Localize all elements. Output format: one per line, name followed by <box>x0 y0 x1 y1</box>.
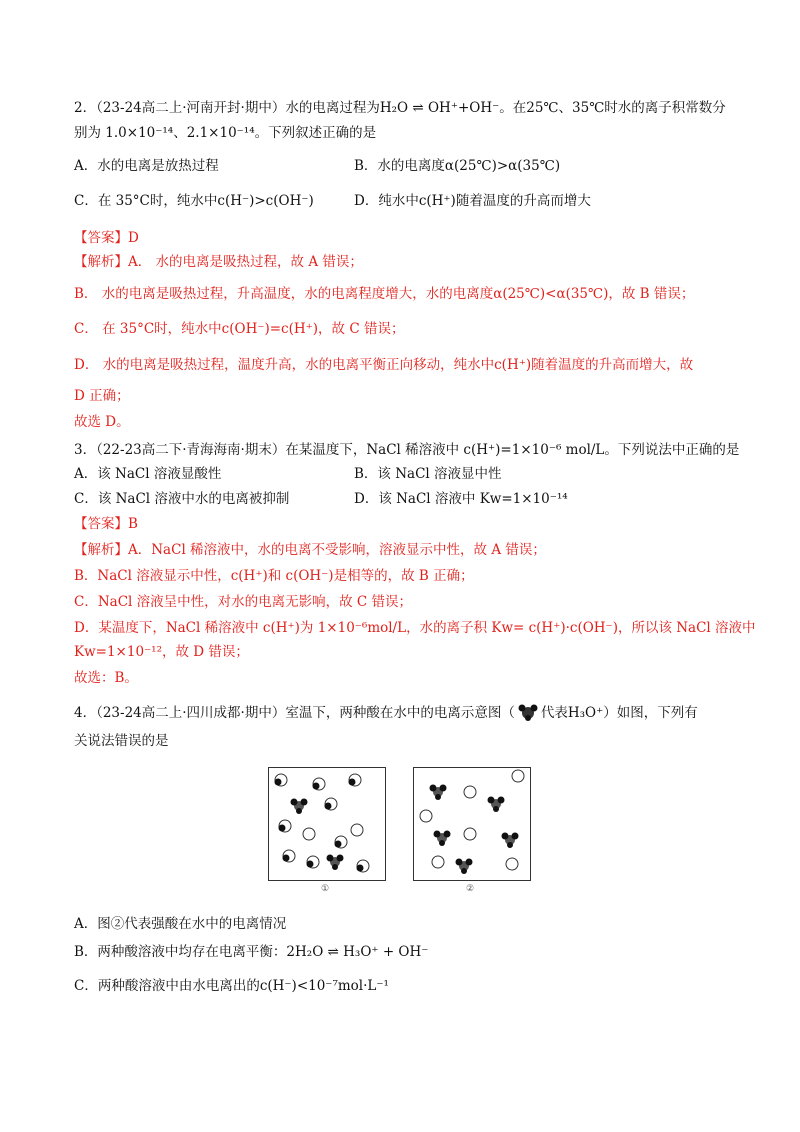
anion-icon <box>303 828 315 840</box>
figure-2-drawing <box>414 768 530 880</box>
q4-stem-line2: 关说法错误的是 <box>74 733 169 749</box>
q3-option-a: A．该 NaCl 溶液显酸性 <box>74 466 222 482</box>
acid-molecule-icon <box>349 774 362 786</box>
q2-answer: 【答案】D <box>74 230 139 246</box>
acid-molecule-icon <box>279 820 292 832</box>
figure-1-box <box>268 767 386 881</box>
q3-conclusion: 故选：B。 <box>74 670 138 686</box>
q2-stem-line1: 2．（23-24高二上·河南开封·期中）水的电离过程为H₂O ⇌ OH⁺+OH⁻。在25℃、35℃时水的离子积常数分 <box>74 100 726 116</box>
q4-option-a: A．图②代表强酸在水中的电离情况 <box>74 916 287 932</box>
hydronium-ion-icon <box>488 797 505 813</box>
hydronium-ion-icon <box>434 831 451 847</box>
q3-answer: 【答案】B <box>74 516 138 532</box>
q2-explanation-d-cont: D 正确； <box>74 388 130 404</box>
hydronium-ion-icon <box>291 799 308 815</box>
q2-option-c: C．在 35°C时，纯水中c(H⁻)>c(OH⁻) <box>74 193 314 209</box>
q4-option-c: C．两种酸溶液中由水电离出的c(H⁻)<10⁻⁷mol·L⁻¹ <box>74 978 389 994</box>
q3-stem: 3．（22-23高二下·青海海南·期末）在某温度下，NaCl 稀溶液中 c(H⁺)=1×10⁻⁶ mol/L。下列说法中正确的是 <box>74 442 740 458</box>
q2-explanation-b: B． 水的电离是吸热过程，升高温度，水的电离程度增大，水的电离度α(25℃)<α(35℃)，故 B 错误； <box>74 286 695 302</box>
figure-2-box <box>413 767 531 881</box>
q2-option-b: B．水的电离度α(25℃)>α(35℃) <box>354 158 561 174</box>
anion-icon <box>420 810 432 822</box>
figure-2-label: ② <box>466 884 475 894</box>
hydronium-ion-icon <box>456 859 473 875</box>
q4-stem-line1 <box>74 703 698 723</box>
q3-explanation-c: C．NaCl 溶液呈中性，对水的电离无影响，故 C 错误； <box>74 594 413 610</box>
q2-explanation-c: C． 在 35°C时，纯水中c(OH⁻)=c(H⁺)，故 C 错误； <box>74 321 405 337</box>
q2-explanation-a: 【解析】A． 水的电离是吸热过程，故 A 错误； <box>74 254 363 270</box>
acid-molecule-icon <box>313 778 326 790</box>
q3-explanation-b: B．NaCl 溶液显示中性，c(H⁺)和 c(OH⁻)是相等的，故 B 正确； <box>74 568 474 584</box>
anion-icon <box>506 858 518 870</box>
q4-option-b: B．两种酸溶液中均存在电离平衡：2H₂O ⇌ H₃O⁺ + OH⁻ <box>74 944 429 960</box>
q2-option-d: D．纯水中c(H⁺)随着温度的升高而增大 <box>354 193 591 209</box>
anion-icon <box>512 770 524 782</box>
q2-explanation-d: D． 水的电离是吸热过程，温度升高，水的电离平衡正向移动，纯水中c(H⁺)随着温度的升高而增大，故 <box>74 357 694 373</box>
q3-explanation-d: D．某温度下，NaCl 稀溶液中 c(H⁺)为 1×10⁻⁶mol/L，水的离子积 Kw= c(H⁺)·c(OH⁻)，所以该 NaCl 溶液中 <box>74 620 756 636</box>
q3-explanation-d-cont: Kw=1×10⁻¹²，故 D 错误； <box>74 644 249 660</box>
figure-1-label: ① <box>321 884 330 894</box>
anion-icon <box>464 786 476 798</box>
q2-option-a: A．水的电离是放热过程 <box>74 158 219 174</box>
acid-molecule-icon <box>325 798 338 810</box>
figure-1-drawing <box>269 768 385 880</box>
acid-molecule-icon <box>307 856 320 868</box>
acid-molecule-icon <box>283 850 296 862</box>
hydronium-ion-icon <box>430 785 447 801</box>
q3-explanation-a: 【解析】A．NaCl 稀溶液中，水的电离不受影响，溶液显示中性，故 A 错误； <box>74 542 546 558</box>
acid-molecule-icon <box>335 836 348 848</box>
hydronium-ion-icon <box>502 833 519 849</box>
q2-conclusion: 故选 D。 <box>74 414 130 430</box>
hydronium-ion-icon <box>517 703 539 721</box>
acid-molecule-icon <box>275 774 288 786</box>
acid-molecule-icon <box>357 860 370 872</box>
q2-stem-line2: 别为 1.0×10⁻¹⁴、2.1×10⁻¹⁴。下列叙述正确的是 <box>74 125 377 141</box>
anion-icon <box>351 824 363 836</box>
q4-stem-part1: 4．（23-24高二上·四川成都·期中）室温下，两种酸在水中的电离示意图（ <box>74 705 515 721</box>
q3-option-b: B．该 NaCl 溶液显中性 <box>354 466 502 482</box>
q4-stem-part2: 代表H₃O⁺）如图，下列有 <box>540 705 698 721</box>
anion-icon <box>464 828 476 840</box>
hydronium-ion-icon <box>327 855 344 871</box>
q3-option-d: D．该 NaCl 溶液中 Kw=1×10⁻¹⁴ <box>354 491 568 507</box>
q3-option-c: C．该 NaCl 溶液中水的电离被抑制 <box>74 491 290 507</box>
anion-icon <box>432 856 444 868</box>
